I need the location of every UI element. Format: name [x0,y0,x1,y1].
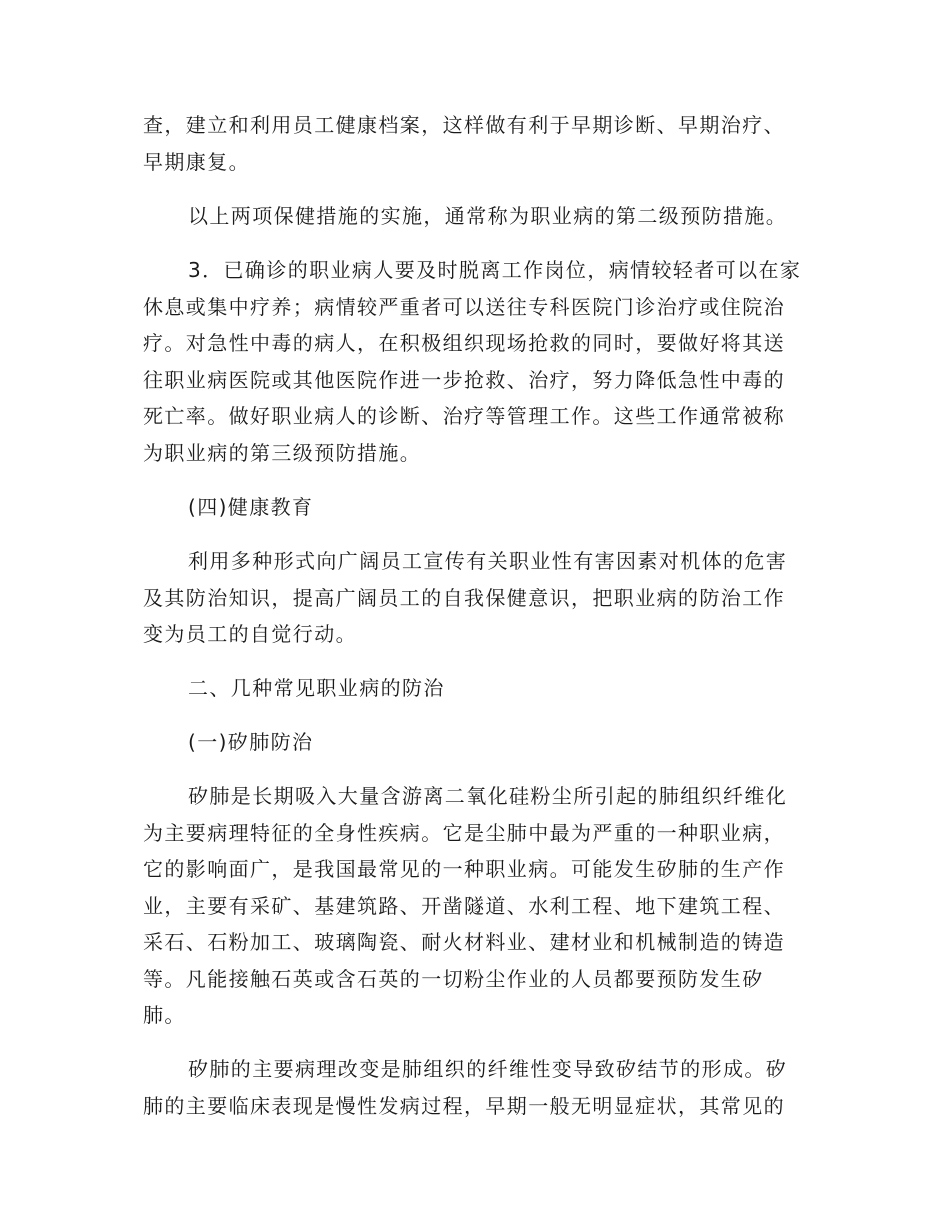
paragraph-silicosis-pathology: 矽肺的主要病理改变是肺组织的纤维性变导致矽结节的形成。矽肺的主要临床表现是慢性发病过程，早期一般无明显症状，其常见的 [143,1057,788,1118]
paragraph-second-level-prevention: 以上两项保健措施的实施，通常称为职业病的第二级预防措施。 [188,204,788,228]
paragraph-third-level-prevention: 3．已确诊的职业病人要及时脱离工作岗位，病情较轻者可以在家休息或集中疗养；病情较严重者可以送往专科医院门诊治疗或住院治疗。对急性中毒的病人，在积极组织现场抢救的同时，要做好将其送往职业病医院或其他医院作进一步抢救、治疗，努力降低急性中毒的死亡率。做好职业病人的诊断、治疗等管理工作。这些工作通常被称为职业病的第三级预防措施。 [143,258,802,465]
section-heading-health-education: (四)健康教育 [188,495,314,519]
section-heading-silicosis: (一)矽肺防治 [188,730,314,754]
paragraph-silicosis-overview: 矽肺是长期吸入大量含游离二氧化硅粉尘所引起的肺组织纤维化为主要病理特征的全身性疾病。它是尘肺中最为严重的一种职业病，它的影响面广，是我国最常见的一种职业病。可能发生矽肺的生产作业，主要有采矿、基建筑路、开凿隧道、水利工程、地下建筑工程、采石、石粉加工、玻璃陶瓷、耐火材料业、建材业和机械制造的铸造等。凡能接触石英或含石英的一切粉尘作业的人员都要预防发生矽肺。 [143,784,788,1027]
paragraph-continuation: 查，建立和利用员工健康档案，这样做有利于早期诊断、早期治疗、早期康复。 [143,113,785,174]
section-heading-common-diseases: 二、几种常见职业病的防治 [188,676,445,700]
paragraph-health-education: 利用多种形式向广阔员工宣传有关职业性有害因素对机体的危害及其防治知识，提高广阔员工的自我保健意识，把职业病的防治工作变为员工的自觉行动。 [143,549,788,646]
